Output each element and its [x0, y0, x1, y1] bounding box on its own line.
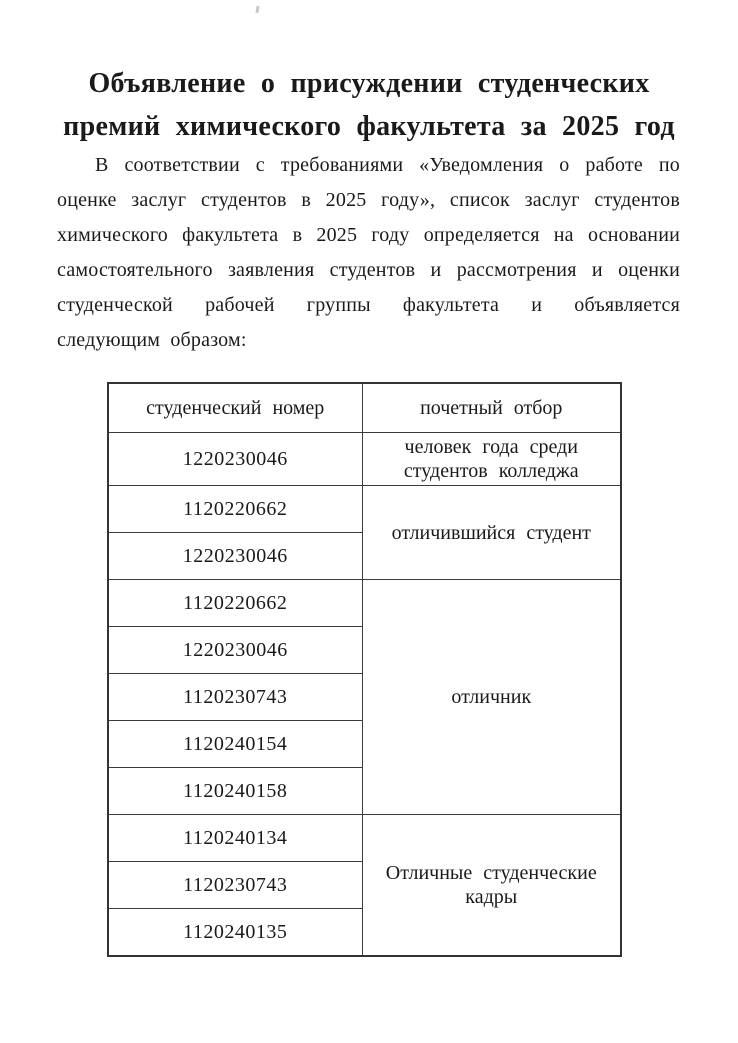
- paragraph-line: химического факультета в 2025 году определяется на основании: [57, 224, 680, 246]
- awards-table: [107, 382, 622, 957]
- award-cell: отличившийся студент: [362, 486, 621, 580]
- student-number-cell: 1120240158: [108, 768, 362, 815]
- student-number-cell: 1120230743: [108, 862, 362, 909]
- award-cell: Отличные студенческие кадры: [362, 815, 621, 957]
- table-header-row: [108, 383, 621, 433]
- page-title-line-2: премий химического факультета за 2025 год: [63, 111, 675, 142]
- student-number-cell: 1120240154: [108, 721, 362, 768]
- table-row: [108, 486, 621, 533]
- header-student-number: студенческий номер: [108, 383, 362, 433]
- paragraph-line: самостоятельного заявления студентов и рассмотрения и оценки: [57, 259, 680, 281]
- paragraph-line: оценке заслуг студентов в 2025 году», список заслуг студентов: [57, 189, 680, 211]
- student-number-cell: 1120240134: [108, 815, 362, 862]
- intro-paragraph: [57, 148, 680, 358]
- student-number-cell: 1120240135: [108, 909, 362, 957]
- student-number-cell: 1220230046: [108, 433, 362, 486]
- student-number-cell: 1120230743: [108, 674, 362, 721]
- page-title: [38, 62, 700, 148]
- table-row: [108, 433, 621, 486]
- paragraph-line: студенческой рабочей группы факультета и объявляется: [57, 294, 680, 316]
- student-number-cell: 1120220662: [108, 580, 362, 627]
- student-number-cell: 1120220662: [108, 486, 362, 533]
- student-number-cell: 1220230046: [108, 533, 362, 580]
- table-row: [108, 580, 621, 627]
- header-honor-selection: почетный отбор: [362, 383, 621, 433]
- table-row: [108, 815, 621, 862]
- award-cell: отличник: [362, 580, 621, 815]
- scan-artifact: [256, 6, 260, 13]
- page-title-line-1: Объявление о присуждении студенческих: [88, 68, 650, 99]
- student-number-cell: 1220230046: [108, 627, 362, 674]
- paragraph-line: В соответствии с требованиями «Уведомления о работе по: [95, 154, 680, 176]
- paragraph-line: следующим образом:: [57, 329, 247, 351]
- award-cell: человек года среди студентов колледжа: [362, 433, 621, 486]
